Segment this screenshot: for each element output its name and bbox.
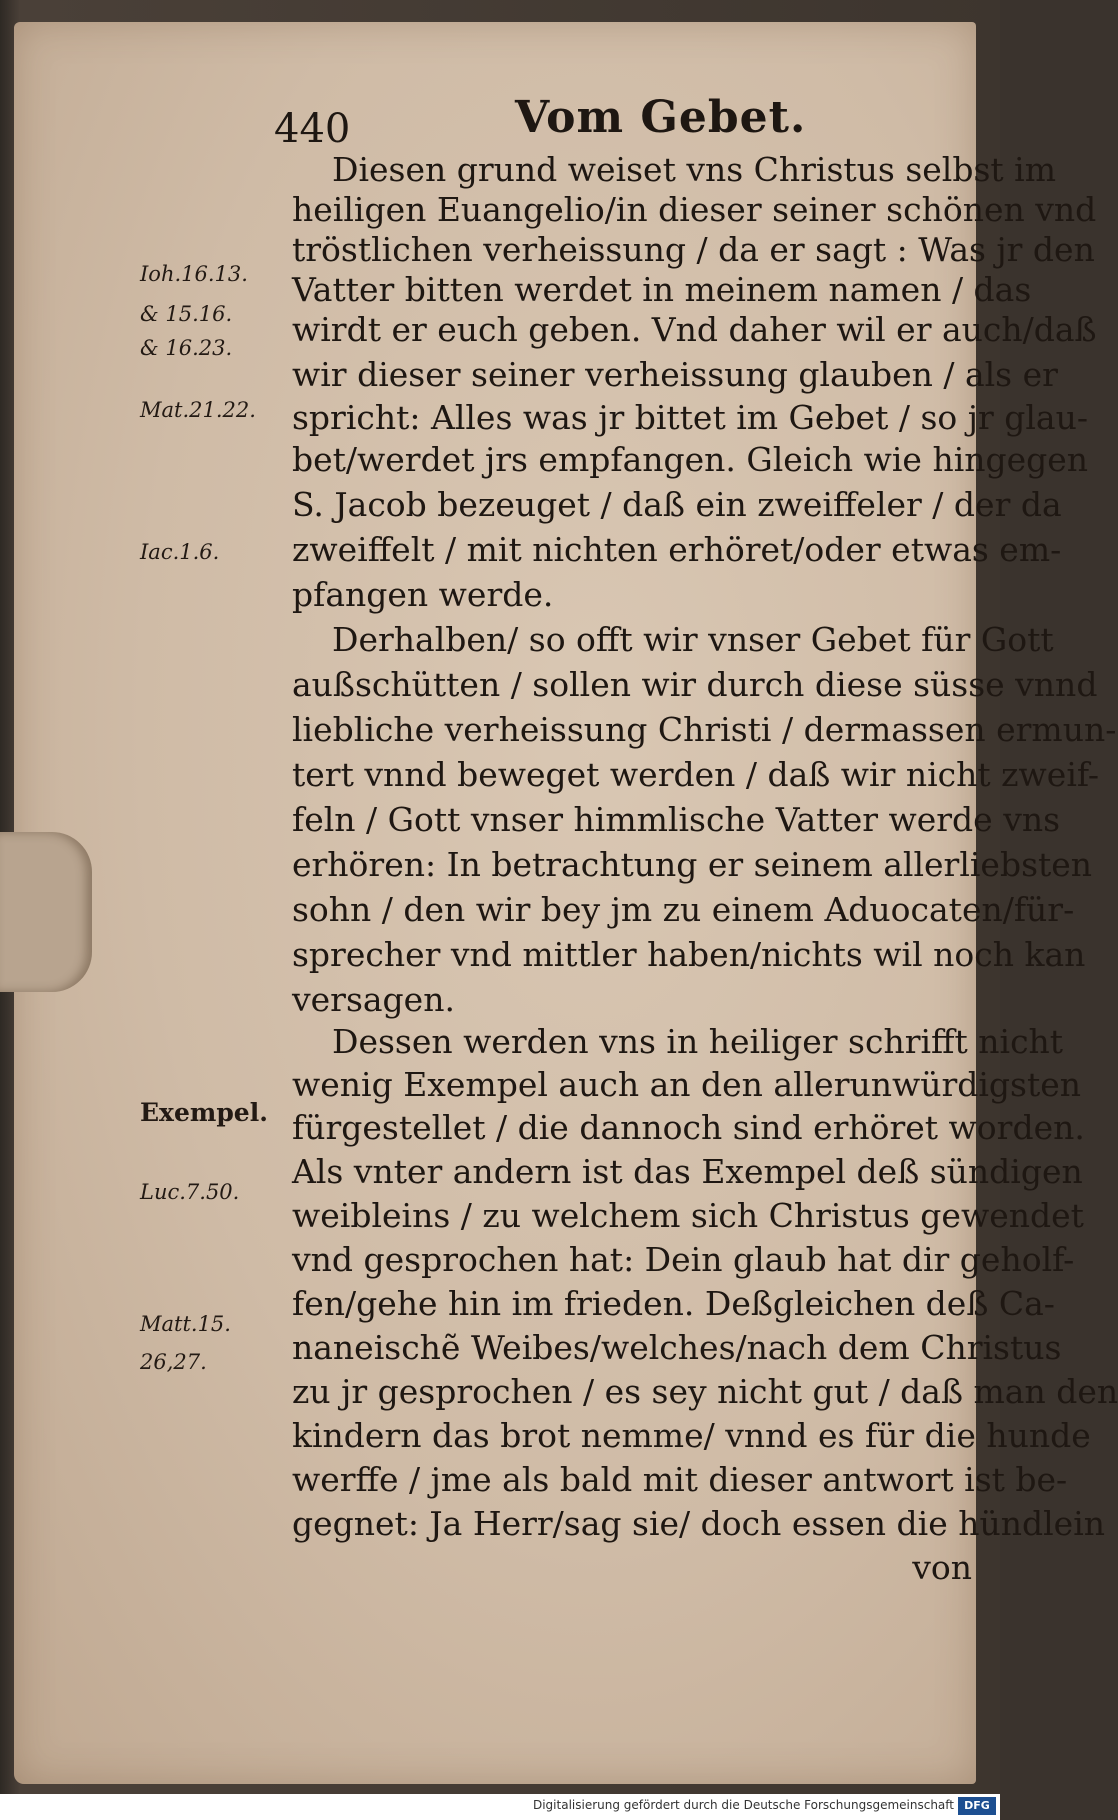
text-line: feln / Gott vnser himmlische Vatter werde vns xyxy=(292,800,1061,839)
text-line: gegnet: Ja Herr/sag sie/ doch essen die hündlein xyxy=(292,1504,1106,1543)
text-line: fen/gehe hin im frieden. Deßgleichen deß Ca- xyxy=(292,1284,1055,1323)
margin-note: Iac.1.6. xyxy=(140,540,220,564)
margin-note: Luc.7.50. xyxy=(140,1180,240,1204)
text-line: naneischẽ Weibes/welches/nach dem Christus xyxy=(292,1328,1062,1367)
text-line: Derhalben/ so offt wir vnser Gebet für Gott xyxy=(332,620,1054,659)
margin-note: 26,27. xyxy=(140,1350,207,1374)
page-clip-tab xyxy=(0,832,92,992)
margin-note: Ioh.16.13. xyxy=(140,262,248,286)
text-line: Als vnter andern ist das Exempel deß sündigen xyxy=(292,1152,1083,1191)
text-line: heiligen Euangelio/in dieser seiner schönen vnd xyxy=(292,190,1097,229)
text-line: versagen. xyxy=(292,980,455,1019)
text-line: Vatter bitten werdet in meinem namen / das xyxy=(292,270,1032,309)
margin-note: Mat.21.22. xyxy=(140,398,256,422)
text-line: sprecher vnd mittler haben/nichts wil noch kan xyxy=(292,935,1086,974)
text-line: kindern das brot nemme/ vnnd es für die hunde xyxy=(292,1416,1091,1455)
text-line: werffe / jme als bald mit dieser antwort ist be- xyxy=(292,1460,1068,1499)
margin-note: & 15.16. xyxy=(140,302,233,326)
text-line: wirdt er euch geben. Vnd daher wil er auch/daß xyxy=(292,310,1097,349)
text-line: zweiffelt / mit nichten erhöret/oder etwas em- xyxy=(292,530,1062,569)
text-line: wir dieser seiner verheissung glauben / als er xyxy=(292,355,1058,394)
margin-note: & 16.23. xyxy=(140,336,233,360)
text-line: spricht: Alles was jr bittet im Gebet / so jr glau- xyxy=(292,398,1088,437)
text-line: sohn / den wir bey jm zu einem Aduocaten/für- xyxy=(292,890,1075,929)
text-line: liebliche verheissung Christi / dermassen ermun- xyxy=(292,710,1117,749)
text-line: weibleins / zu welchem sich Christus gewendet xyxy=(292,1196,1084,1235)
dfg-logo: DFG xyxy=(958,1797,996,1815)
page-header xyxy=(270,92,970,152)
text-line: wenig Exempel auch an den allerunwürdigsten xyxy=(292,1065,1082,1104)
funding-credit: Digitalisierung gefördert durch die Deutsche Forschungsgemeinschaft xyxy=(532,1798,954,1812)
text-line: Dessen werden vns in heiliger schrifft nicht xyxy=(332,1022,1064,1061)
running-title: Vom Gebet. xyxy=(515,92,807,143)
text-line: bet/werdet jrs empfangen. Gleich wie hingegen xyxy=(292,440,1089,479)
text-line: S. Jacob bezeuget / daß ein zweiffeler / der da xyxy=(292,485,1062,524)
margin-note: Matt.15. xyxy=(140,1312,231,1336)
page-number: 440 xyxy=(274,106,351,152)
text-line: zu jr gesprochen / es sey nicht gut / daß man den xyxy=(292,1372,1118,1411)
text-line: fürgestellet / die dannoch sind erhöret worden. xyxy=(292,1108,1085,1147)
digitization-footer xyxy=(0,1794,1000,1820)
catchword: von xyxy=(912,1548,972,1587)
text-line: vnd gesprochen hat: Dein glaub hat dir geholf- xyxy=(292,1240,1075,1279)
text-line: erhören: In betrachtung er seinem allerliebsten xyxy=(292,845,1093,884)
text-line: Diesen grund weiset vns Christus selbst im xyxy=(332,150,1057,189)
text-line: außschütten / sollen wir durch diese süsse vnnd xyxy=(292,665,1098,704)
text-line: pfangen werde. xyxy=(292,575,554,614)
text-line: tert vnnd beweget werden / daß wir nicht zweif- xyxy=(292,755,1100,794)
text-line: tröstlichen verheissung / da er sagt : Was jr den xyxy=(292,230,1095,269)
margin-note: Exempel. xyxy=(140,1098,268,1127)
